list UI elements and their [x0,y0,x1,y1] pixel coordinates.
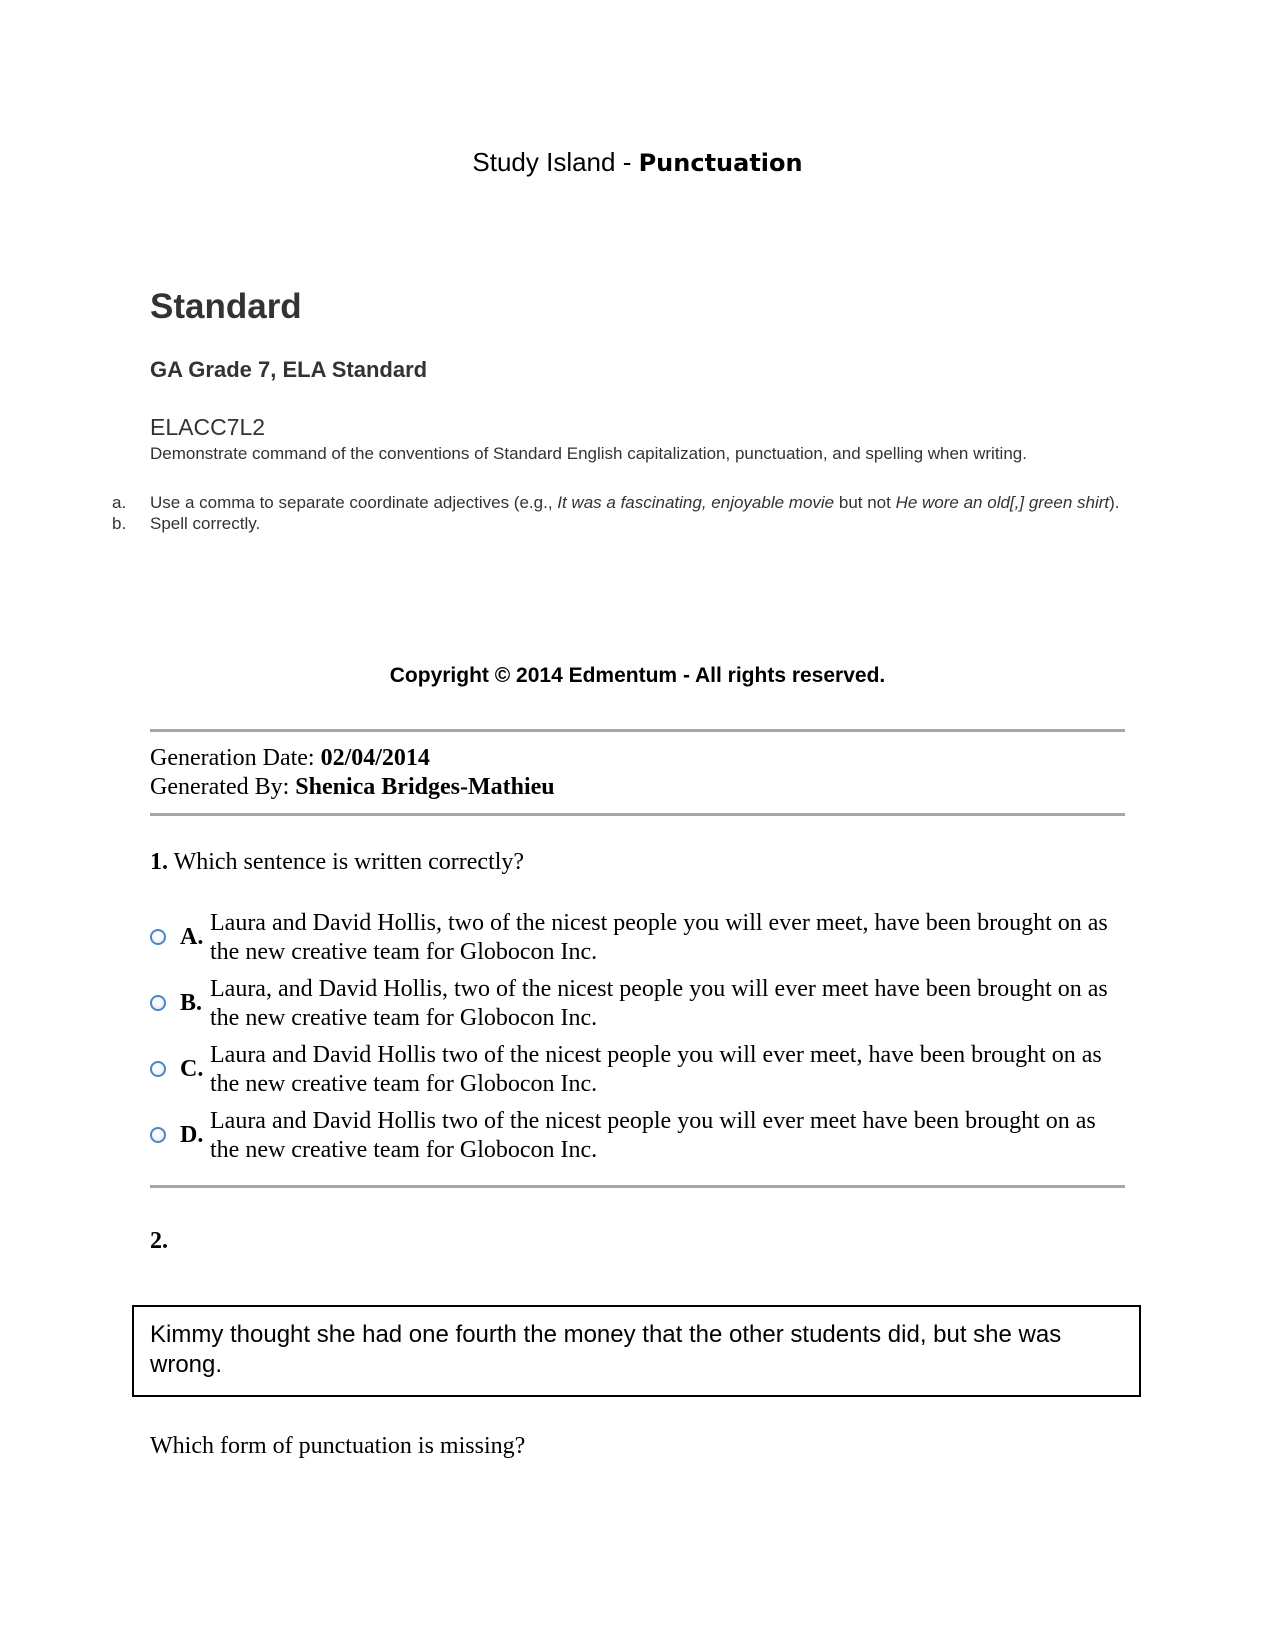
standard-item-example: He wore an old[,] green shirt [895,493,1110,512]
choice-letter: B. [180,990,203,1016]
generation-date [150,744,555,773]
generated-by [150,773,555,802]
standard-item-text: ). [1109,493,1120,512]
question-2-prompt: Which form of punctuation is missing? [150,1433,526,1459]
standard-item-b [110,513,1130,534]
document-title [0,147,1275,178]
standard-item-a [110,492,1130,513]
standard-item-example: It was a fascinating, enjoyable movie [557,493,835,512]
question-number: 2. [150,1228,168,1254]
standard-item-text: Use a comma to separate coordinate adjectives (e.g., [150,493,558,512]
generation-date-value: 02/04/2014 [320,745,430,771]
standard-heading: Standard [150,287,302,326]
standard-item-letter: b. [112,514,127,533]
radio-button-icon[interactable] [150,995,166,1011]
divider [150,813,1125,816]
title-topic: Punctuation [638,149,803,177]
standard-list [110,492,1130,534]
generated-by-label: Generated By: [150,774,296,800]
standard-code: ELACC7L2 [150,414,266,440]
passage-box [132,1305,1141,1397]
question-text: Which sentence is written correctly? [168,849,525,875]
standard-item-text: Spell correctly. [150,514,261,533]
standard-item-text: but not [834,493,896,512]
title-prefix: Study Island - [472,147,639,177]
radio-button-icon[interactable] [150,929,166,945]
choice-letter: C. [180,1056,204,1082]
standard-subheading: GA Grade 7, ELA Standard [150,357,428,382]
standard-item-letter: a. [112,493,127,512]
choice-text: Laura and David Hollis, two of the nicest people you will ever meet, have been brought on as the new creative team for Globocon Inc. [210,910,1108,965]
answer-choice-b[interactable] [148,976,1128,1036]
passage-text: Kimmy thought she had one fourth the money that the other students did, but she was wrong. [150,1321,1062,1378]
divider [150,729,1125,732]
answer-choice-d[interactable] [148,1108,1128,1168]
choice-letter: A. [180,924,204,950]
question-1-stem [150,848,524,876]
divider [150,1185,1125,1188]
choice-letter: D. [180,1122,204,1148]
standard-description: Demonstrate command of the conventions of Standard English capitalization, punctuation, and spelling when writing. [150,444,1027,463]
answer-choice-a[interactable] [148,910,1128,970]
radio-button-icon[interactable] [150,1127,166,1143]
choice-text: Laura, and David Hollis, two of the nicest people you will ever meet have been brought on as the new creative team for Globocon Inc. [210,976,1108,1031]
generated-by-value: Shenica Bridges-Mathieu [295,774,555,800]
radio-button-icon[interactable] [150,1061,166,1077]
choice-text: Laura and David Hollis two of the nicest people you will ever meet, have been brought on as the new creative team for Globocon Inc. [210,1042,1102,1097]
choice-text: Laura and David Hollis two of the nicest people you will ever meet have been brought on as the new creative team for Globocon Inc. [210,1108,1096,1163]
question-2-stem [150,1227,168,1255]
question-number: 1. [150,849,168,875]
copyright-notice: Copyright © 2014 Edmentum - All rights reserved. [389,664,886,687]
generation-info [150,744,555,802]
answer-choice-c[interactable] [148,1042,1128,1102]
generation-date-label: Generation Date: [150,745,321,771]
